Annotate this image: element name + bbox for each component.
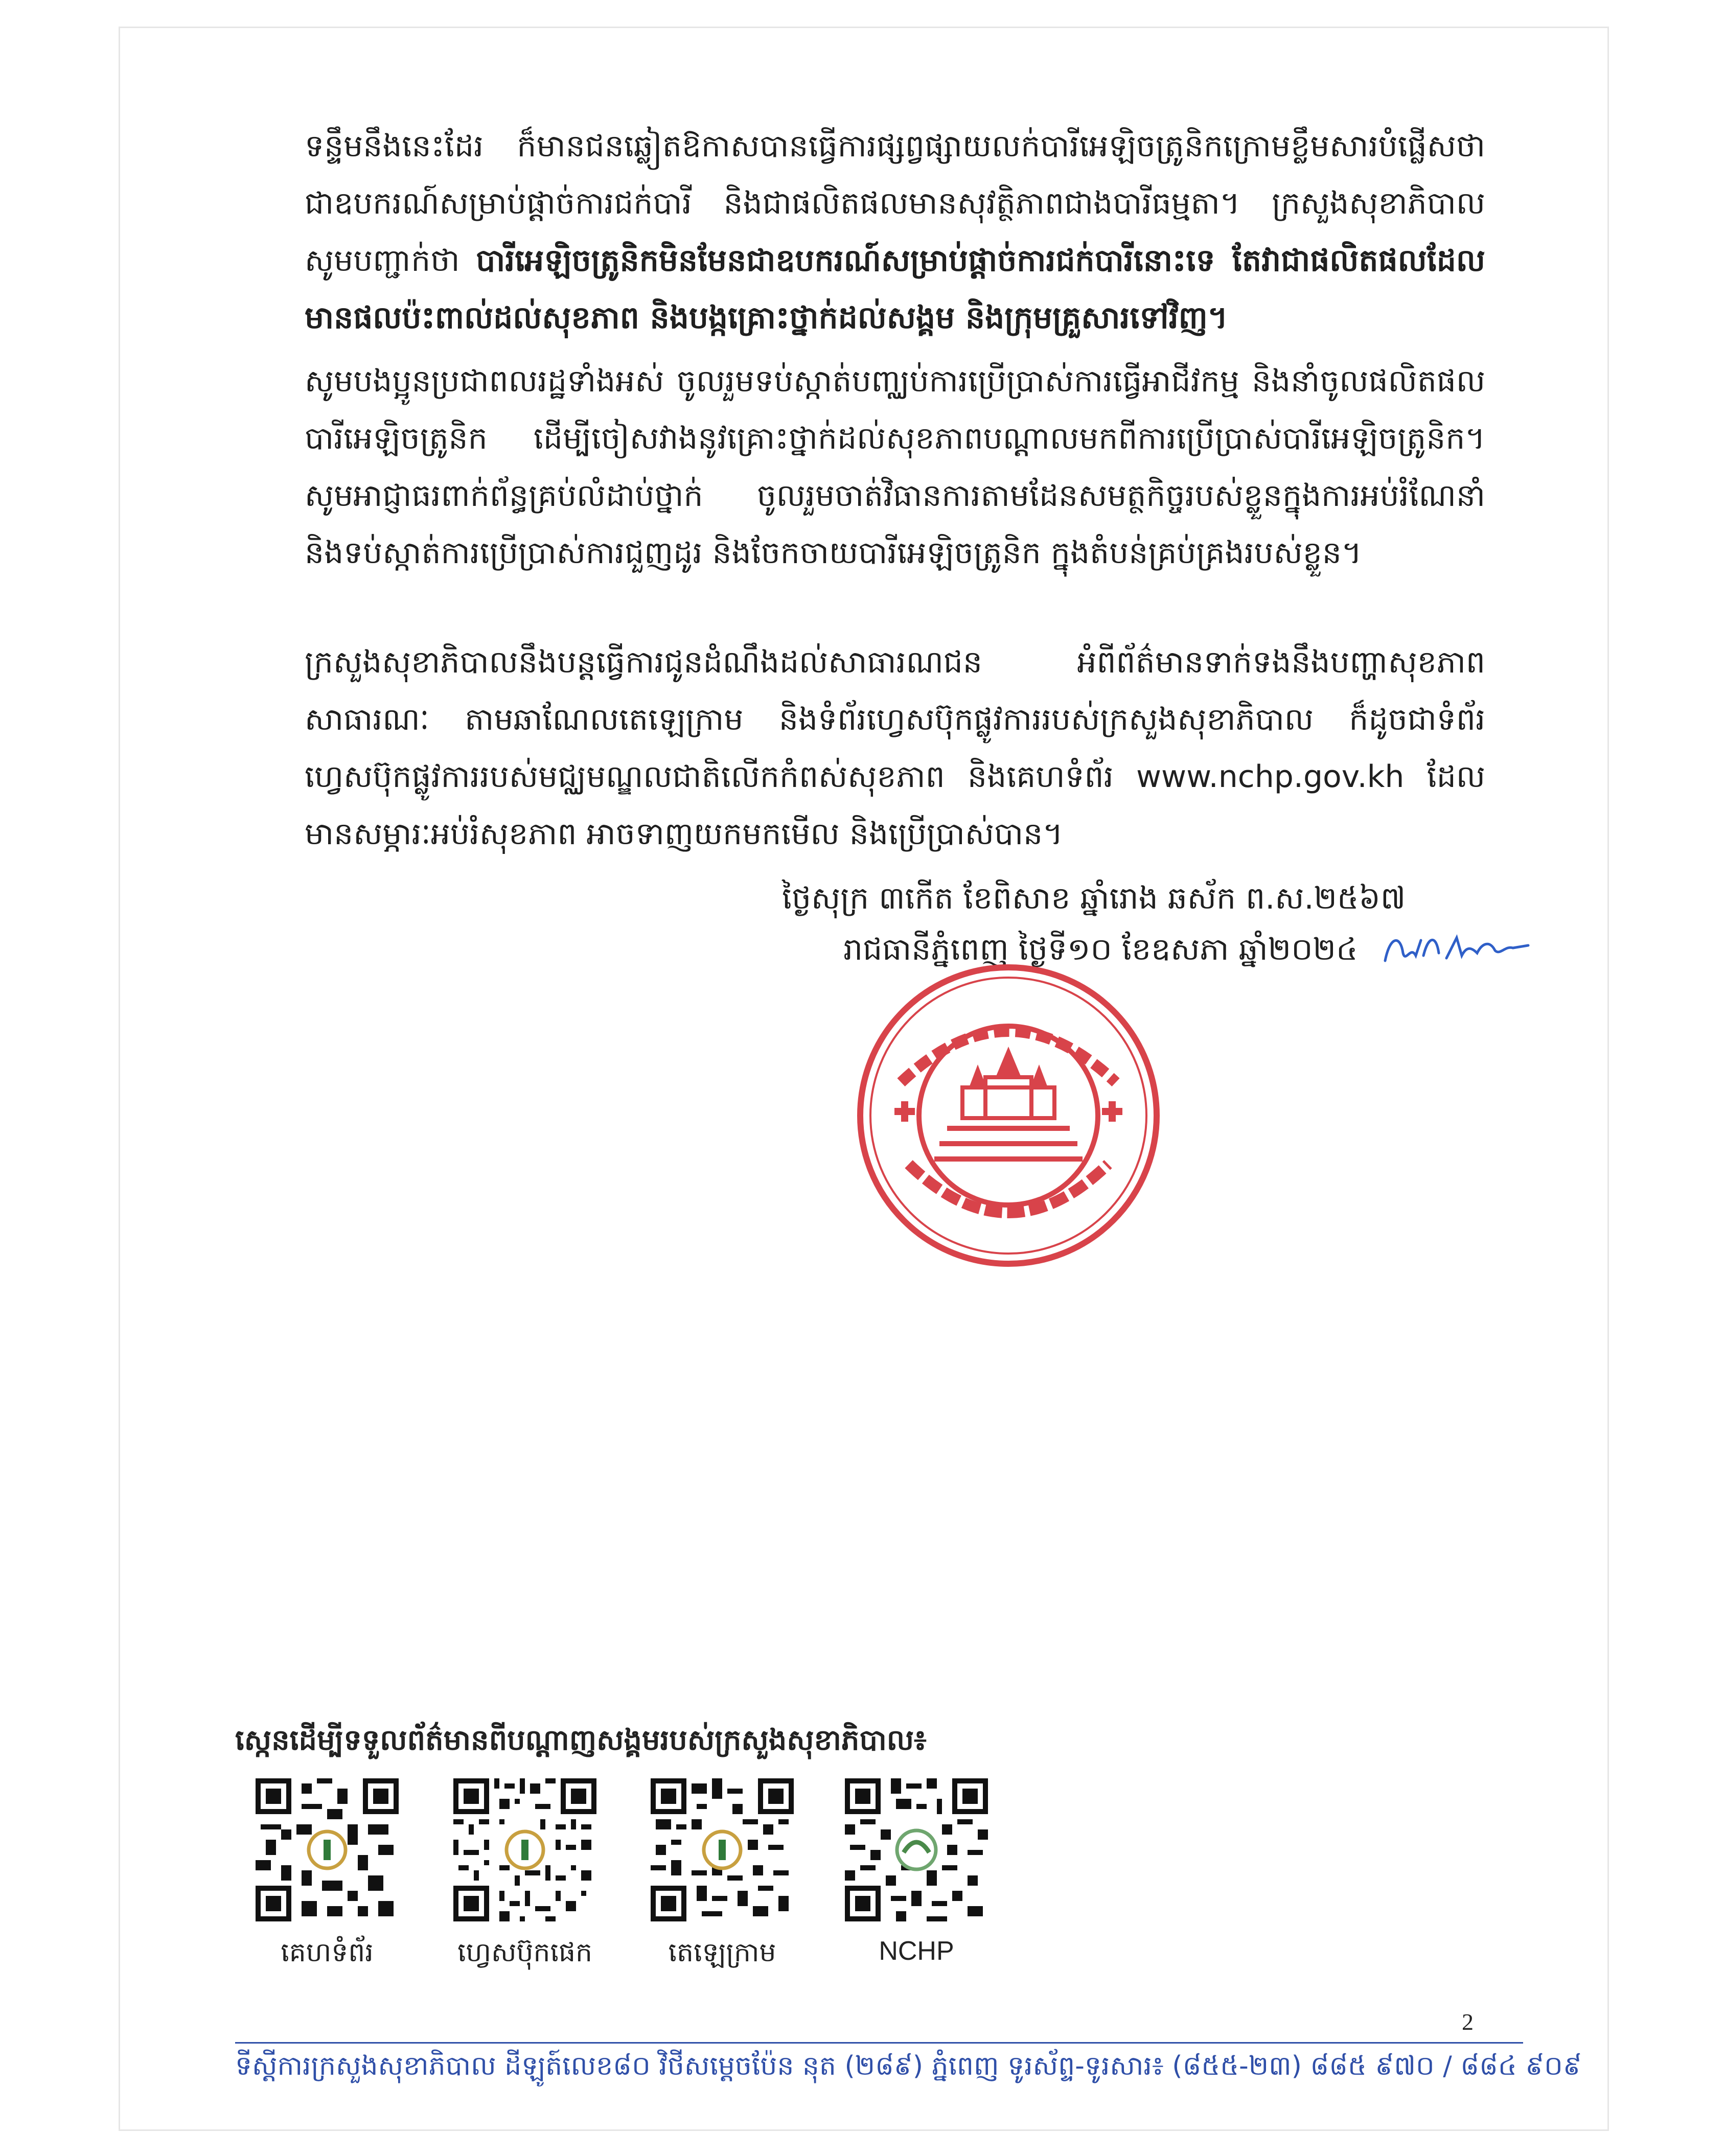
paragraph-1 bbox=[305, 118, 1485, 346]
page-number: 2 bbox=[1462, 2009, 1474, 2035]
handwritten-signature bbox=[1380, 925, 1533, 971]
qr-facebook-label: ហ្វេសប៊ុកផេក bbox=[457, 1937, 593, 1968]
qr-nchp[interactable] bbox=[842, 1778, 991, 1966]
qr-website-label: គេហទំព័រ bbox=[281, 1937, 374, 1968]
qr-code-icon bbox=[845, 1778, 988, 1921]
qr-section-title: ស្កេនដើម្បីទទួលព័ត៌មានពីបណ្ដាញសង្គមរបស់ក្រសួងសុខាភិបាល៖ bbox=[235, 1724, 927, 1757]
qr-facebook[interactable] bbox=[451, 1778, 599, 1975]
gregorian-date: រាជធានីភ្នំពេញ ថ្ងៃទី១០ ខែឧសភា ឆ្នាំ២០២៤ bbox=[843, 932, 1358, 967]
paragraph-3: ក្រសួងសុខាភិបាលនឹងបន្តធ្វើការជូនដំណឹងដល់សាធារណជន អំពីព័ត៌មានទាក់ទងនឹងបញ្ហាសុខភាពសាធារណៈ តាមឆាណែលតេឡេក្រាម និងទំព័រហ្វេសប៊ុកផ្លូវការរបស់ក្រសួងសុខាភិបាល ក៏ដូចជាទំព័រហ្វេសប៊ុកផ្លូវការរបស់មជ្ឈមណ្ឌលជាតិលើកកំពស់សុខភាព និងគេហទំព័រ www.nchp.gov.kh ដែលមានសម្ភារៈអប់រំសុខភាព អាចទាញយកមកមើល និងប្រើប្រាស់បាន។ bbox=[305, 644, 1485, 852]
qr-telegram-label: តេឡេក្រាម bbox=[668, 1937, 776, 1968]
qr-website[interactable] bbox=[253, 1778, 401, 1975]
paragraph-1-bold-text: បារីអេឡិចត្រូនិកមិនមែនជាឧបករណ៍សម្រាប់ផ្តាច់ការជក់បារីនោះទេ តែវាជាផលិតផលដែលមានផលប៉ះពាល់ដល់សុខភាព និងបង្កគ្រោះថ្នាក់ដល់សង្គម និងក្រុមគ្រួសារទៅវិញ។ bbox=[305, 243, 1485, 336]
qr-code-icon bbox=[651, 1778, 794, 1921]
paragraph-1-text: ទន្ទឹមនឹងនេះដែរ ក៏មានជនឆ្លៀតឱកាសបានធ្វើការផ្សព្វផ្សាយលក់បារីអេឡិចត្រូនិកក្រោមខ្លឹមសារបំផ្លើសថាជាឧបករណ៍សម្រាប់ផ្តាច់ការជក់បារី និងជាផលិតផលមានសុវត្ថិភាពជាងបារីធម្មតា។ ក្រសួងសុខាភិបាល សូមបញ្ជាក់ថា bbox=[305, 128, 1485, 279]
qr-code-icon bbox=[453, 1778, 596, 1921]
lunar-date: ថ្ងៃសុក្រ ៣កើត ខែពិសាខ ឆ្នាំរោង ឆស័ក ព.ស.២៥៦៧ bbox=[782, 880, 1406, 916]
ministry-seal-stamp bbox=[853, 960, 1164, 1271]
qr-code-icon bbox=[256, 1778, 399, 1921]
paragraph-2: សូមបងប្អូនប្រជាពលរដ្ឋទាំងអស់ ចូលរួមទប់ស្កាត់បញ្ឈប់ការប្រើប្រាស់ការធ្វើអាជីវកម្ម និងនាំចូលផលិតផលបារីអេឡិចត្រូនិក ដើម្បីចៀសវាងនូវគ្រោះថ្នាក់ដល់សុខភាពបណ្ដាលមកពីការប្រើប្រាស់បារីអេឡិចត្រូនិក។ សូមអាជ្ញាធរពាក់ព័ន្ធគ្រប់លំដាប់ថ្នាក់ ចូលរួមចាត់វិធានការតាមដែនសមត្ថកិច្ចរបស់ខ្លួនក្នុងការអប់រំណែនាំ និងទប់ស្កាត់ការប្រើប្រាស់ការជួញដូរ និងចែកចាយបារីអេឡិចត្រូនិក ក្នុងតំបន់គ្រប់គ្រងរបស់ខ្លួន។ bbox=[305, 363, 1485, 571]
footer-divider bbox=[235, 2042, 1523, 2044]
qr-telegram[interactable] bbox=[648, 1778, 796, 1975]
footer-address: ទីស្តីការក្រសួងសុខាភិបាល ដីឡូត៍លេខ៨០ វិថីសម្ដេចប៉ែន នុត (២៨៩) ភ្នំពេញ ទូរស័ព្ទ-ទូរសារ៖ (៨៥៥-២៣) ៨៨៥ ៩៧០ / ៨៨៤ ៩០៩ bbox=[235, 2051, 1582, 2081]
qr-nchp-label: NCHP bbox=[879, 1936, 954, 1966]
